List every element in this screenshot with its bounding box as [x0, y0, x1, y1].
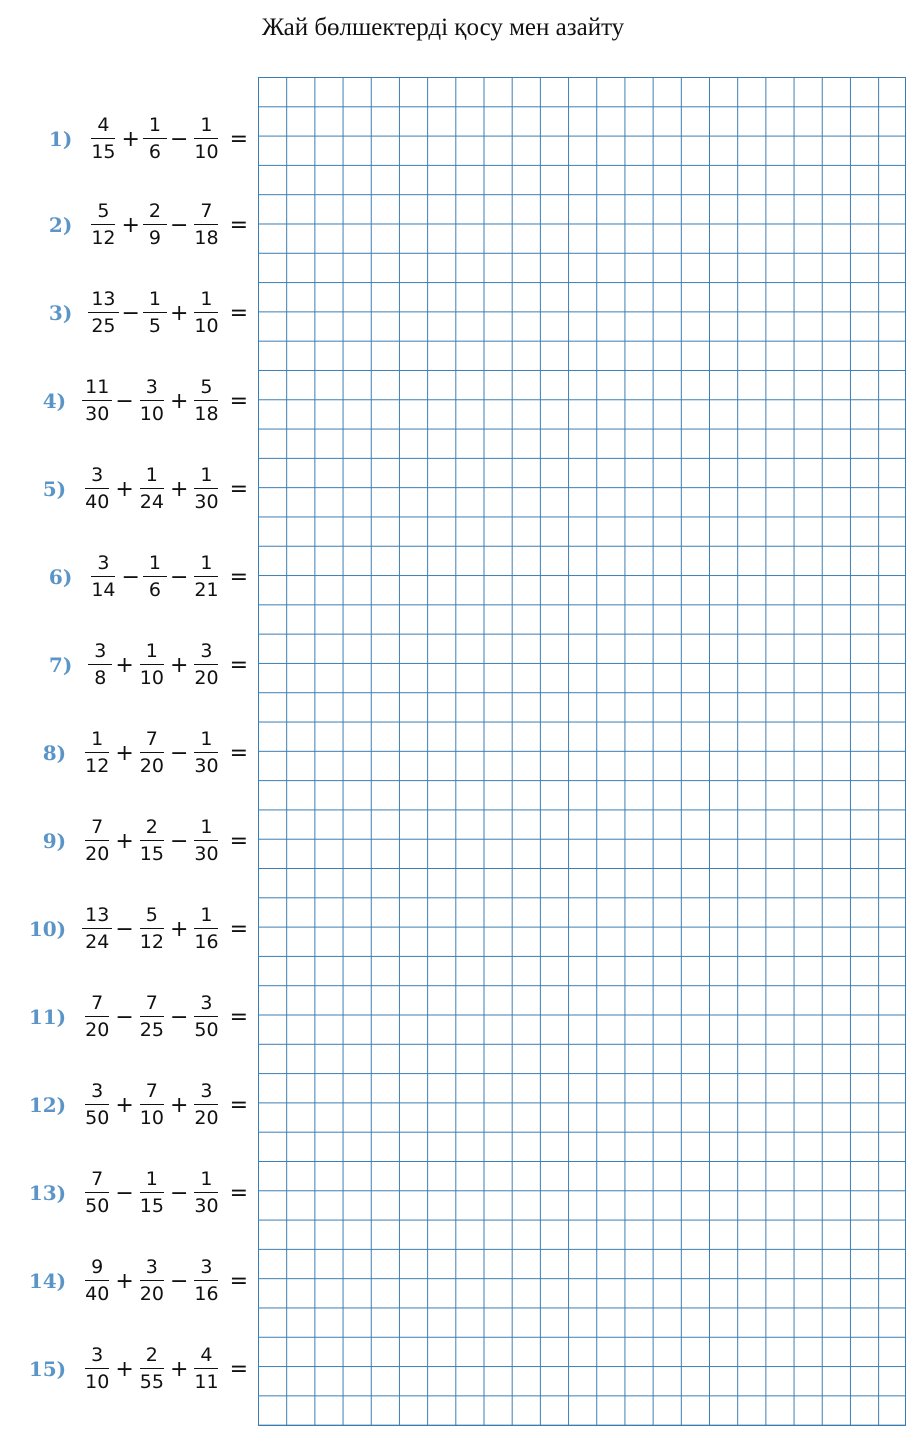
operator-1: + [115, 1356, 134, 1382]
fraction-2 [135, 994, 169, 1040]
denominator: 15 [139, 1195, 164, 1217]
fraction-1 [86, 554, 120, 600]
equals-sign: = [229, 828, 248, 854]
operator-1: − [121, 300, 140, 326]
denominator: 30 [85, 403, 110, 425]
numerator: 5 [91, 202, 115, 225]
numerator: 7 [85, 994, 109, 1017]
problem-number: 11) [28, 1005, 67, 1029]
denominator: 25 [91, 315, 116, 337]
numerator: 4 [91, 116, 115, 139]
equals-sign: = [229, 1092, 248, 1118]
numerator: 11 [82, 378, 112, 401]
fraction-3 [189, 202, 223, 248]
problem-row [29, 1339, 248, 1399]
numerator: 3 [85, 1082, 109, 1105]
denominator: 50 [194, 1019, 219, 1041]
numerator: 1 [143, 554, 167, 577]
equals-sign: = [229, 564, 248, 590]
denominator: 9 [148, 227, 161, 249]
fraction-3 [189, 378, 223, 424]
denominator: 8 [94, 667, 107, 689]
problem-row [29, 1251, 248, 1311]
fraction-2 [135, 818, 169, 864]
numerator: 1 [194, 906, 218, 929]
problem-row [29, 987, 248, 1047]
denominator: 12 [85, 755, 110, 777]
operator-1: + [115, 828, 134, 854]
denominator: 30 [194, 755, 219, 777]
equals-sign: = [229, 1004, 248, 1030]
numerator: 7 [140, 994, 164, 1017]
fraction-1 [86, 642, 114, 688]
numerator: 3 [140, 378, 164, 401]
problem-number: 2) [48, 213, 73, 237]
operator-1: + [115, 476, 134, 502]
denominator: 6 [148, 579, 161, 601]
denominator: 20 [194, 1107, 219, 1129]
operator-1: + [115, 1092, 134, 1118]
problem-row [43, 723, 248, 783]
equals-sign: = [229, 652, 248, 678]
problem-number: 7) [48, 653, 73, 677]
denominator: 20 [139, 755, 164, 777]
operator-2: − [169, 564, 189, 590]
operator-2: − [169, 126, 189, 152]
denominator: 18 [194, 403, 219, 425]
fraction-2 [135, 1082, 169, 1128]
operator-2: + [169, 388, 189, 414]
fraction-1 [80, 466, 114, 512]
fraction-3 [189, 906, 223, 952]
equals-sign: = [229, 212, 248, 238]
denominator: 5 [148, 315, 161, 337]
fraction-3 [189, 1082, 223, 1128]
operator-2: + [169, 1356, 189, 1382]
operator-2: − [169, 212, 189, 238]
problem-number: 4) [42, 389, 67, 413]
operator-2: − [169, 1180, 189, 1206]
denominator: 25 [139, 1019, 164, 1041]
denominator: 10 [194, 141, 219, 163]
operator-1: − [115, 1004, 134, 1030]
fraction-1 [80, 818, 114, 864]
numerator: 2 [140, 818, 164, 841]
numerator: 2 [140, 1346, 164, 1369]
denominator: 16 [194, 931, 219, 953]
equals-sign: = [229, 476, 248, 502]
numerator: 1 [194, 818, 218, 841]
numerator: 4 [194, 1346, 218, 1369]
numerator: 1 [194, 116, 218, 139]
numerator: 2 [143, 202, 167, 225]
problem-number: 1) [48, 127, 73, 151]
fraction-1 [80, 906, 114, 952]
operator-1: + [115, 652, 134, 678]
fraction-1 [86, 202, 120, 248]
operator-1: − [121, 564, 140, 590]
fraction-1 [80, 1346, 114, 1392]
fraction-1 [80, 1170, 114, 1216]
problem-row [43, 459, 248, 519]
problem-number: 8) [42, 741, 67, 765]
numerator: 3 [85, 466, 109, 489]
numerator: 1 [85, 730, 109, 753]
problem-row [49, 283, 248, 343]
numerator: 3 [91, 554, 115, 577]
fraction-1 [86, 290, 120, 336]
fraction-1 [80, 730, 114, 776]
denominator: 10 [139, 667, 164, 689]
fraction-2 [141, 202, 169, 248]
problem-number: 13) [28, 1181, 67, 1205]
problem-number: 15) [28, 1357, 67, 1381]
fraction-1 [86, 116, 120, 162]
numerator: 3 [194, 1258, 218, 1281]
operator-1: + [115, 1268, 134, 1294]
equals-sign: = [229, 740, 248, 766]
operator-2: + [169, 476, 189, 502]
numerator: 5 [140, 906, 164, 929]
denominator: 12 [91, 227, 116, 249]
numerator: 7 [85, 1170, 109, 1193]
numerator: 1 [194, 1170, 218, 1193]
fraction-3 [189, 466, 223, 512]
problem-row [29, 1163, 248, 1223]
fraction-2 [141, 554, 169, 600]
numerator: 7 [194, 202, 218, 225]
problem-row [43, 371, 248, 431]
operator-1: − [115, 388, 134, 414]
denominator: 40 [85, 491, 110, 513]
fraction-1 [80, 1258, 114, 1304]
fraction-2 [135, 642, 169, 688]
operator-2: − [169, 1004, 189, 1030]
problem-number: 14) [28, 1269, 67, 1293]
problem-row [49, 547, 248, 607]
fraction-3 [189, 1170, 223, 1216]
denominator: 21 [194, 579, 219, 601]
numerator: 7 [140, 730, 164, 753]
problem-row [49, 195, 248, 255]
problem-number: 3) [48, 301, 73, 325]
denominator: 12 [139, 931, 164, 953]
denominator: 14 [91, 579, 116, 601]
fraction-2 [135, 466, 169, 512]
fraction-3 [189, 994, 223, 1040]
equals-sign: = [229, 1180, 248, 1206]
problem-row [49, 109, 248, 169]
denominator: 40 [85, 1283, 110, 1305]
equals-sign: = [229, 916, 248, 942]
numerator: 1 [194, 554, 218, 577]
operator-1: + [121, 126, 140, 152]
numerator: 3 [85, 1346, 109, 1369]
denominator: 15 [139, 843, 164, 865]
numerator: 3 [140, 1258, 164, 1281]
problem-list [0, 0, 258, 1436]
operator-2: + [169, 916, 189, 942]
page-title: Жай бөлшектерді қосу мен азайту [261, 14, 625, 41]
operator-1: − [115, 916, 134, 942]
operator-2: + [169, 300, 189, 326]
fraction-3 [189, 642, 223, 688]
fraction-2 [135, 1258, 169, 1304]
numerator: 1 [140, 466, 164, 489]
numerator: 1 [143, 290, 167, 313]
numerator: 1 [140, 1170, 164, 1193]
numerator: 1 [194, 466, 218, 489]
numerator: 5 [194, 378, 218, 401]
denominator: 10 [194, 315, 219, 337]
fraction-2 [135, 378, 169, 424]
numerator: 1 [140, 642, 164, 665]
fraction-2 [135, 906, 169, 952]
operator-1: − [115, 1180, 134, 1206]
fraction-3 [189, 1346, 223, 1392]
denominator: 10 [139, 1107, 164, 1129]
fraction-2 [135, 1170, 169, 1216]
problem-row [29, 899, 248, 959]
problem-number: 10) [28, 917, 67, 941]
numerator: 3 [88, 642, 112, 665]
denominator: 16 [194, 1283, 219, 1305]
numerator: 1 [194, 290, 218, 313]
numerator: 1 [143, 116, 167, 139]
denominator: 24 [139, 491, 164, 513]
denominator: 10 [85, 1371, 110, 1393]
fraction-1 [80, 378, 114, 424]
problem-number: 5) [42, 477, 67, 501]
denominator: 11 [194, 1371, 219, 1393]
numerator: 7 [85, 818, 109, 841]
equals-sign: = [229, 1268, 248, 1294]
fraction-2 [141, 290, 169, 336]
numerator: 9 [85, 1258, 109, 1281]
fraction-3 [189, 1258, 223, 1304]
operator-2: + [169, 652, 189, 678]
denominator: 10 [139, 403, 164, 425]
fraction-1 [80, 1082, 114, 1128]
fraction-2 [141, 116, 169, 162]
problem-row [29, 1075, 248, 1135]
denominator: 30 [194, 491, 219, 513]
operator-2: + [169, 1092, 189, 1118]
denominator: 15 [91, 141, 116, 163]
problem-number: 9) [42, 829, 67, 853]
fraction-1 [80, 994, 114, 1040]
equals-sign: = [229, 388, 248, 414]
fraction-3 [189, 116, 223, 162]
numerator: 13 [82, 906, 112, 929]
denominator: 18 [194, 227, 219, 249]
operator-2: − [169, 1268, 189, 1294]
problem-number: 12) [28, 1093, 67, 1117]
denominator: 30 [194, 843, 219, 865]
operator-1: + [121, 212, 140, 238]
denominator: 55 [139, 1371, 164, 1393]
numerator: 3 [194, 994, 218, 1017]
numerator: 1 [194, 730, 218, 753]
denominator: 50 [85, 1195, 110, 1217]
denominator: 30 [194, 1195, 219, 1217]
fraction-3 [189, 554, 223, 600]
denominator: 24 [85, 931, 110, 953]
numerator: 3 [194, 642, 218, 665]
fraction-2 [135, 730, 169, 776]
denominator: 20 [85, 1019, 110, 1041]
operator-1: + [115, 740, 134, 766]
fraction-3 [189, 818, 223, 864]
operator-2: − [169, 828, 189, 854]
numerator: 3 [194, 1082, 218, 1105]
operator-2: − [169, 740, 189, 766]
numerator: 13 [88, 290, 118, 313]
denominator: 6 [148, 141, 161, 163]
fraction-3 [189, 730, 223, 776]
equals-sign: = [229, 300, 248, 326]
denominator: 50 [85, 1107, 110, 1129]
numerator: 7 [140, 1082, 164, 1105]
problem-number: 6) [48, 565, 73, 589]
denominator: 20 [85, 843, 110, 865]
equals-sign: = [229, 126, 248, 152]
squared-answer-grid [258, 77, 906, 1426]
fraction-2 [135, 1346, 169, 1392]
problem-row [43, 811, 248, 871]
problem-row [49, 635, 248, 695]
equals-sign: = [229, 1356, 248, 1382]
fraction-3 [189, 290, 223, 336]
denominator: 20 [194, 667, 219, 689]
denominator: 20 [139, 1283, 164, 1305]
